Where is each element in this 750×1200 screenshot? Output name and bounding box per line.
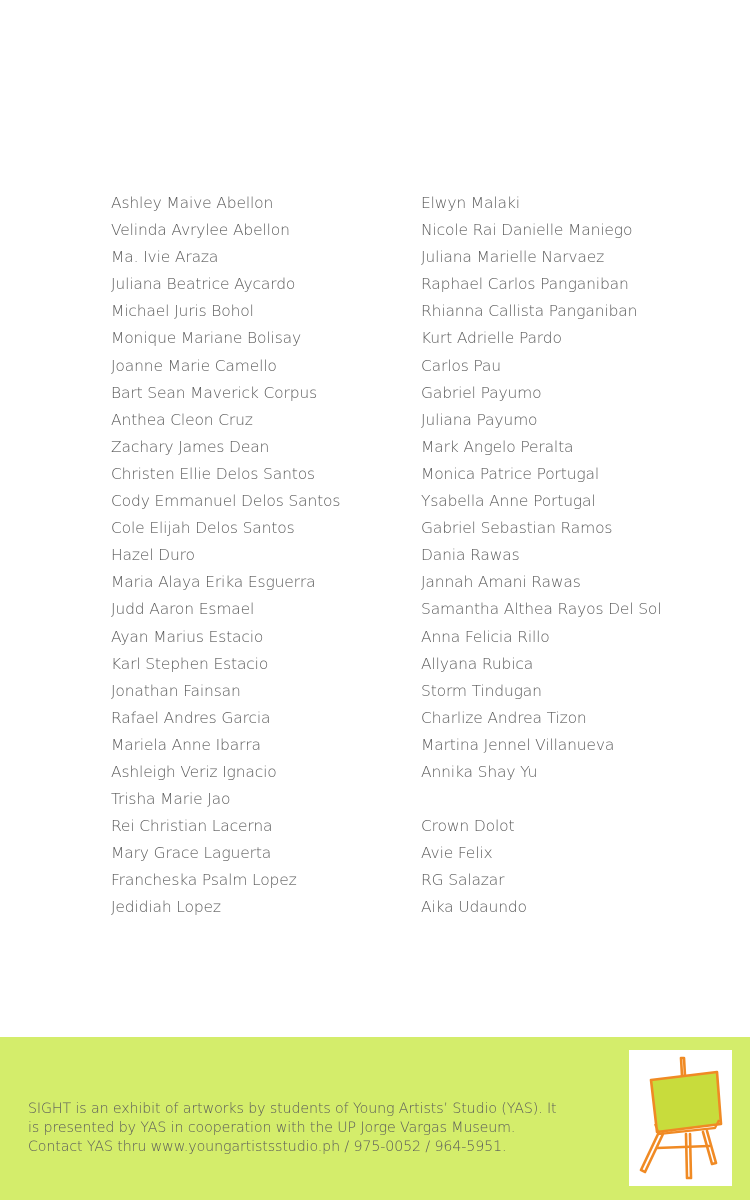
name-item: Avie Felix [421,844,493,863]
footer-line: is presented by YAS in cooperation with the UP Jorge Vargas Museum. [28,1120,516,1136]
name-item: Judd Aaron Esmael [111,600,255,619]
name-item: Monica Patrice Portugal [421,464,600,483]
name-item: Cole Elijah Delos Santos [111,519,295,538]
name-item: Maria Alaya Erika Esguerra [111,573,316,592]
name-item: Rafael Andres Garcia [111,708,271,727]
name-item: Crown Dolot [421,817,515,836]
name-item: Charlize Andrea Tizon [421,708,587,727]
name-item: Kurt Adrielle Pardo [421,329,562,348]
name-item: Jannah Amani Rawas [421,573,581,592]
name-item: Mark Angelo Peralta [421,437,574,456]
name-item: RG Salazar [421,871,505,890]
name-item: Monique Mariane Bolisay [111,329,301,348]
name-item: Anthea Cleon Cruz [111,410,253,429]
name-item: Dania Rawas [421,546,520,565]
names-column-right [421,190,661,922]
name-item: Zachary James Dean [111,437,270,456]
name-item: Aika Udaundo [421,898,527,917]
name-item: Carlos Pau [421,356,501,375]
name-item: Bart Sean Maverick Corpus [111,383,317,402]
footer-banner [0,1037,750,1200]
name-item: Juliana Beatrice Aycardo [111,275,296,294]
name-item: Ysabella Anne Portugal [421,492,596,511]
name-item: Juliana Marielle Narvaez [421,248,605,267]
name-item: Nicole Rai Danielle Maniego [421,221,633,240]
name-item: Velinda Avrylee Abellon [111,221,290,240]
name-item: Elwyn Malaki [421,194,520,212]
name-item: Francheska Psalm Lopez [111,871,297,890]
name-item: Karl Stephen Estacio [111,654,269,673]
name-item: Storm Tindugan [421,681,542,700]
name-item: Rhianna Callista Panganiban [421,302,638,321]
name-item: Juliana Payumo [421,410,538,429]
footer-line: SIGHT is an exhibit of artworks by students of Young Artists’ Studio (YAS). It [28,1101,557,1117]
name-item: Annika Shay Yu [421,762,538,781]
name-item: Ayan Marius Estacio [111,627,264,646]
name-item: Ma. Ivie Araza [111,248,219,267]
name-item: Gabriel Sebastian Ramos [421,519,613,538]
name-item: Cody Emmanuel Delos Santos [111,492,341,511]
easel-logo [629,1050,732,1186]
name-item: Allyana Rubica [421,654,534,673]
name-item: Ashley Maive Abellon [111,194,274,212]
name-item: Mariela Anne Ibarra [111,735,261,754]
name-item: Jonathan Fainsan [111,681,241,700]
list-spacer [421,786,661,813]
name-item: Martina Jennel Villanueva [421,735,615,754]
name-item: Ashleigh Veriz Ignacio [111,762,277,781]
footer-line: Contact YAS thru www.youngartistsstudio.ph / 975-0052 / 964-5951. [28,1139,507,1155]
name-item: Gabriel Payumo [421,383,542,402]
name-item: Trisha Marie Jao [111,790,231,809]
name-item: Jedidiah Lopez [111,898,221,917]
name-item: Joanne Marie Camello [111,356,277,375]
name-item: Michael Juris Bohol [111,302,254,321]
names-column-left [111,190,340,922]
name-item: Hazel Duro [111,546,195,565]
name-item: Rei Christian Lacerna [111,817,273,836]
name-item: Christen Ellie Delos Santos [111,464,315,483]
name-item: Mary Grace Laguerta [111,844,272,863]
name-item: Anna Felicia Rillo [421,627,550,646]
name-item: Samantha Althea Rayos Del Sol [421,600,662,619]
name-item: Raphael Carlos Panganiban [421,275,629,294]
footer-text [28,1100,618,1157]
easel-icon [629,1050,732,1186]
